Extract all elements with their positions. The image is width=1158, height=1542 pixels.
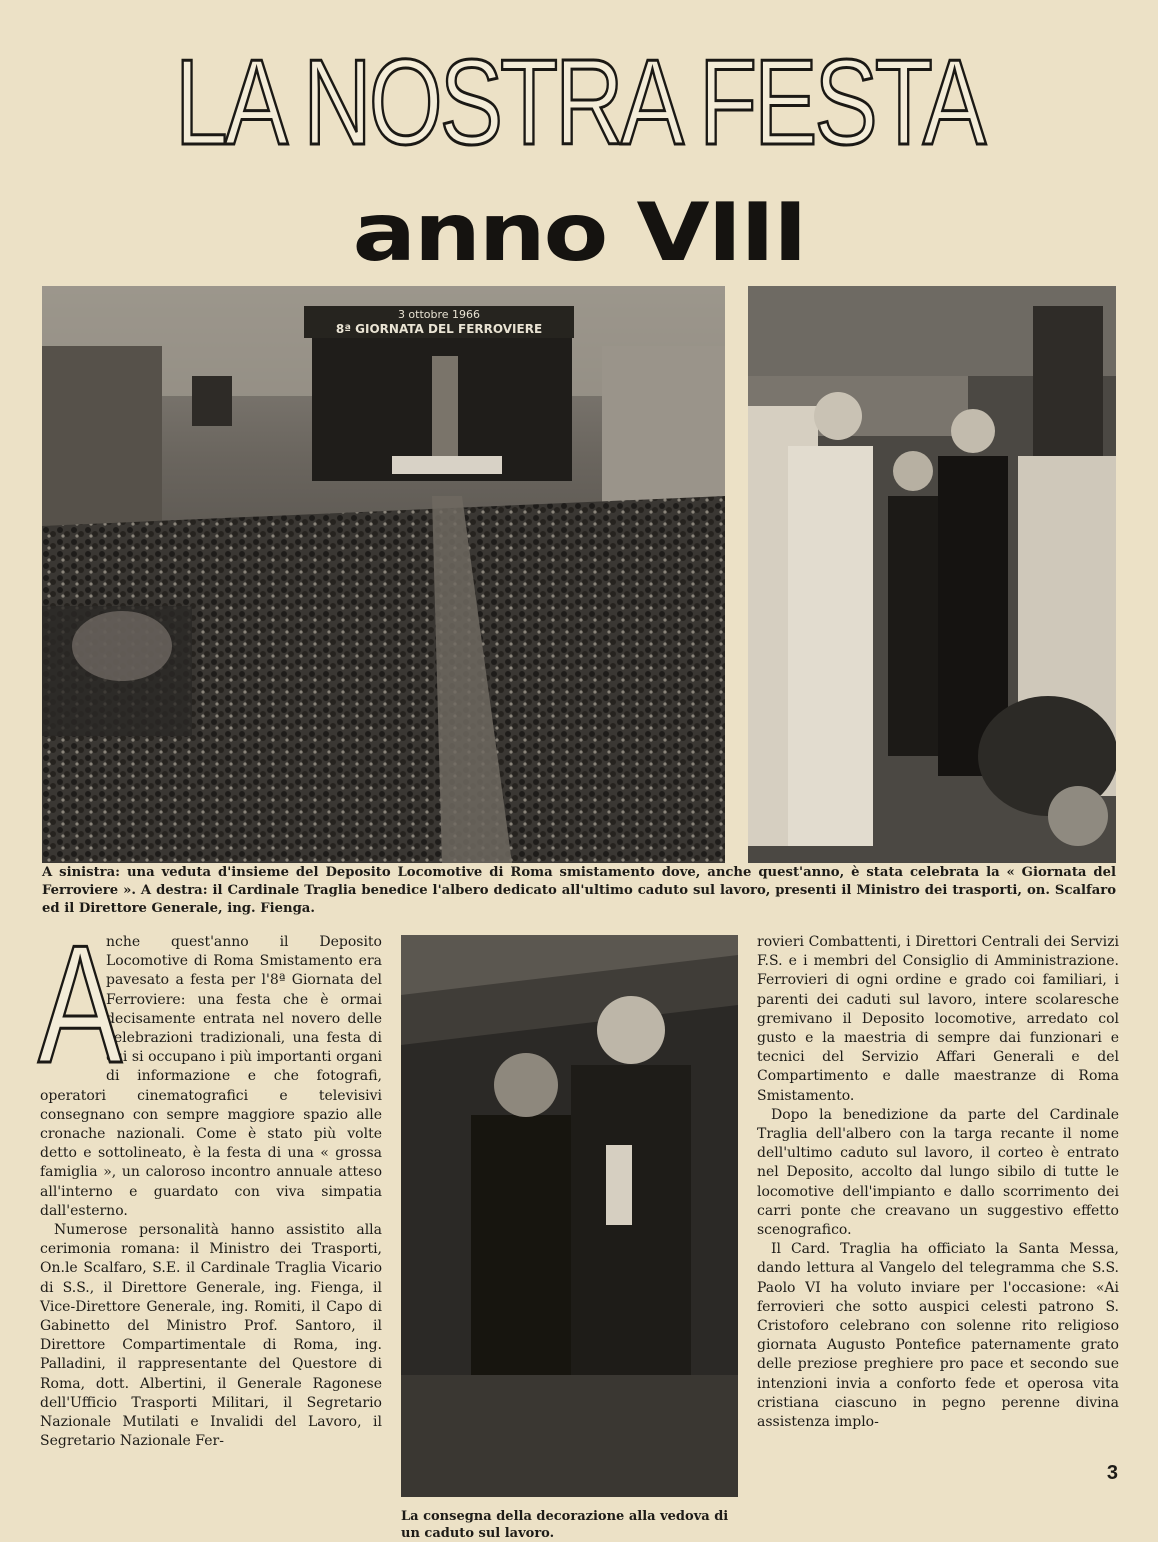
- drop-cap-letter: A: [38, 910, 123, 1098]
- caption-top: A sinistra: una veduta d'insieme del Deposito Locomotive di Roma smistamento dove, anche quest'anno, è stata celebrata la « Giornata del Ferroviere ». A destra: il Cardinale Traglia benedice l'albero dedicato all'ultimo caduto sul lavoro, presenti il Ministro dei trasporti, on. Scalfaro ed il Direttore Generale, ing. Fienga.: [42, 865, 1116, 916]
- article-paragraph: Numerose personalità hanno assistito alla cerimonia romana: il Ministro dei Trasporti, On.le Scalfaro, S.E. il Cardinale Traglia Vicario di S.S., il Direttore Generale, ing. Fienga, il Vice-Direttore Generale, ing. Romiti, il Capo di Gabinetto del Ministro Prof. Santoro, il Direttore Compartimentale di Roma, ing. Palladini, il rappresentante del Questore di Roma, dott. Albertini, il Generale Ragonese dell'Ufficio Trasporti Militari, il Segretario Nazionale Mutilati e Invalidi del Lavoro, il Segretario Nazionale Fer-: [40, 1222, 382, 1450]
- article-paragraph: nche quest'anno il Deposito Locomotive di Roma Smistamento era pavesato a festa per l'8ª Giornata del Ferroviere: una festa che è ormai decisamente entrata nel novero delle celebrazioni tradizionali, una festa di cui si occupano i più importanti organi di informazione e che fotografi, operatori cinematografici e televisivi consegnano con sempre maggiore spazio alle cronache nazionali. Come è stato più volte detto e sottolineato, è la festa di una « grossa famiglia », un caloroso incontro annuale atteso all'interno e guardato con viva simpatia dall'esterno.: [40, 934, 382, 1219]
- article-column-left: [38, 910, 382, 1451]
- photo-decoration-widow: [401, 935, 738, 1497]
- headline-title: LA NOSTRA FESTA: [174, 34, 984, 170]
- article-column-right: [757, 933, 1119, 1432]
- banner-title-text: 8ª GIORNATA DEL FERROVIERE: [335, 322, 543, 336]
- article-paragraph: Il Card. Traglia ha officiato la Santa Messa, dando lettura al Vangelo del telegramma che S.S. Paolo VI ha voluto inviare per l'occasione: «Ai ferrovieri che sotto auspici celesti patrono S. Cristoforo celebrano con solenne rito religioso giornata Augusto Pontefice paternamente grato delle preziose preghiere pro pace et secondo sue intenzioni invia a conforto fede et operosa vita cristiana ciascuno in pegno perenne divina assistenza implo-: [757, 1241, 1119, 1431]
- banner-date-text: 3 ottobre 1966: [397, 308, 481, 321]
- caption-middle: La consegna della decorazione alla vedova di un caduto sul lavoro.: [401, 1509, 729, 1541]
- headline-subtitle: anno VIII: [352, 186, 806, 279]
- photo-depot-crowd: [42, 286, 725, 863]
- photo-cardinal-blessing: [748, 286, 1116, 863]
- page-number: 3: [1106, 1462, 1118, 1484]
- article-paragraph: rovieri Combattenti, i Direttori Centrali dei Servizi F.S. e i membri del Consiglio di Amministrazione. Ferrovieri di ogni ordine e grado coi familiari, i parenti dei caduti sul lavoro, intere scolaresche gremivano il Deposito locomotive, arredato col gusto e la maestria di sempre dai funzionari e tecnici del Servizio Affari Generali e del Compartimento e dalle maestranze di Roma Smistamento.: [757, 934, 1119, 1104]
- article-paragraph: Dopo la benedizione da parte del Cardinale Traglia dell'albero con la targa recante il nome dell'ultimo caduto sul lavoro, il corteo è entrato nel Deposito, accolto dal lungo sibilo di tutte le locomotive dell'impianto e dallo scorrimento dei carri ponte che creavano un suggestivo effetto scenografico.: [757, 1106, 1119, 1239]
